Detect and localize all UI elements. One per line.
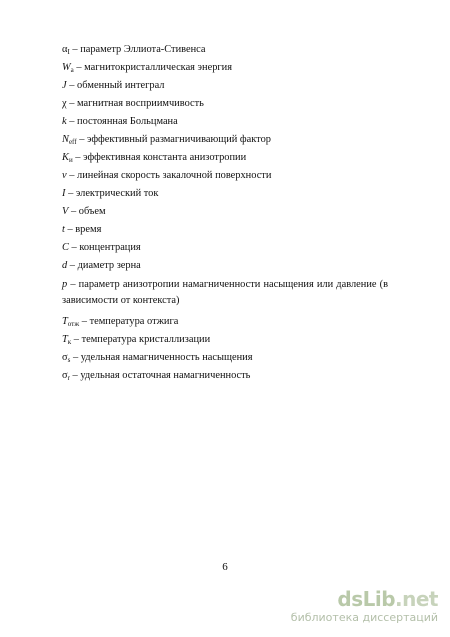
entry-sigma-s: $\sigma_s$ – удельная намагниченность насыщения	[62, 352, 253, 364]
entry-chi: χ – магнитная восприимчивость	[62, 98, 204, 109]
entry-v-volume: V – объем	[62, 206, 106, 217]
dslib-tagline: библиотека диссертаций	[290, 611, 438, 624]
entry-i-current: I – электрический ток	[62, 188, 159, 199]
entry-w-a: $W_a$ – магнитокристаллическая энергия	[62, 62, 232, 74]
entry-t-time: t – время	[62, 224, 102, 235]
entry-t-annealing: $T_{отж}$ – температура отжига	[62, 316, 179, 328]
entry-p-paragraph: p – параметр анизотропии намагниченности насыщения или давление (в зависимости от контекста)	[62, 279, 388, 306]
dslib-logo: dsLib.net	[337, 587, 438, 611]
entry-k-i: $K_и$ – эффективная константа анизотропии	[62, 152, 247, 164]
entry-j: J – обменный интеграл	[62, 80, 165, 91]
page-number: 6	[222, 561, 228, 573]
entry-t-crystallization: $T_к$ – температура кристаллизации	[62, 334, 211, 346]
entry-d: d – диаметр зерна	[62, 260, 141, 271]
entry-alpha-i: $\alpha_I$ – параметр Эллиота-Стивенса	[62, 44, 206, 56]
entry-sigma-r: $\sigma_r$ – удельная остаточная намагниченность	[62, 370, 251, 382]
entry-v-speed: v – линейная скорость закалочной поверхности	[62, 170, 272, 181]
dslib-watermark	[268, 588, 438, 630]
entry-c: C – концентрация	[62, 242, 141, 253]
entry-k: k – постоянная Больцмана	[62, 116, 178, 127]
entry-n-eff: $N_{eff}$ – эффективный размагничивающий фактор	[62, 134, 271, 146]
